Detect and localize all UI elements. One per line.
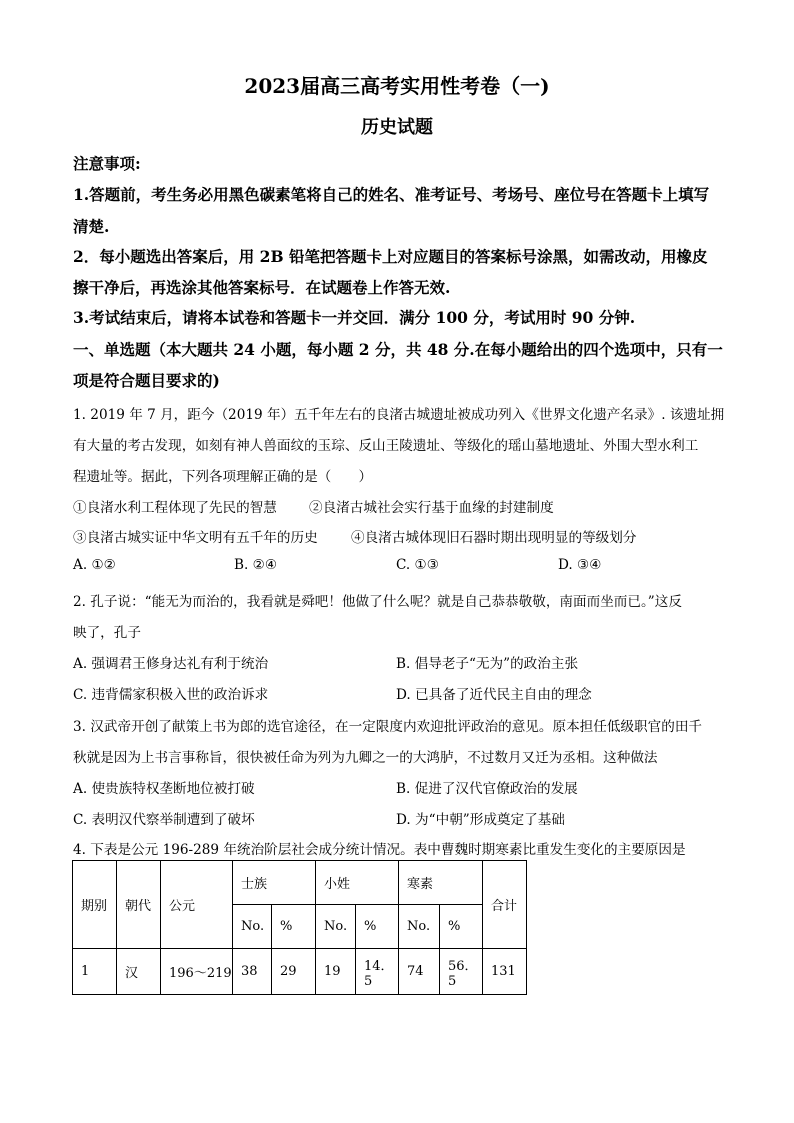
header-year: 公元 — [161, 861, 233, 949]
q1-stem-cont-1: 有大量的考古发现，如刻有神人兽面纹的玉琮、反山王陵遗址、等级化的瑶山墓地遗址、外围大型水利工 — [73, 438, 699, 454]
q2-option-b[interactable]: B. 倡导老子“无为”的政治主张 — [396, 656, 579, 672]
q1-statement-3: ③良渚古城实证中华文明有五千年的历史 — [73, 530, 318, 546]
social-composition-table — [72, 860, 527, 995]
header-total: 合计 — [483, 861, 527, 949]
subheader-pct: % — [356, 905, 399, 949]
notice-item-1-cont: 清楚. — [73, 217, 110, 236]
cell-total: 131 — [483, 949, 527, 995]
q1-option-a[interactable]: A. ①② — [73, 557, 116, 573]
notice-item-2-cont: 擦干净后，再选涂其他答案标号．在试题卷上作答无效. — [73, 278, 451, 297]
header-shizu: 士族 — [233, 861, 316, 905]
q1-statement-2: ②良渚古城社会实行基于血缘的封建制度 — [309, 500, 554, 516]
header-xiaoxing: 小姓 — [316, 861, 399, 905]
subheader-no: No. — [233, 905, 272, 949]
cell-hansu-no: 74 — [399, 949, 440, 995]
q3-option-a[interactable]: A. 使贵族特权垄断地位被打破 — [73, 781, 255, 797]
cell-period: 1 — [73, 949, 117, 995]
subheader-pct: % — [440, 905, 483, 949]
q3-option-d[interactable]: D. 为“中朝”形成奠定了基础 — [396, 812, 565, 828]
header-period: 期别 — [73, 861, 117, 949]
q3-stem: 3. 汉武帝开创了献策上书为郎的选官途径，在一定限度内欢迎批评政治的意见。原本担任低级职官的田千 — [73, 719, 703, 735]
q1-option-b[interactable]: B. ②④ — [234, 557, 278, 573]
q2-stem-cont: 映了，孔子 — [73, 625, 141, 641]
section-heading-cont: 项是符合题目要求的) — [73, 371, 220, 390]
subheader-pct: % — [272, 905, 316, 949]
q1-option-c[interactable]: C. ①③ — [396, 557, 439, 573]
cell-xiaoxing-no: 19 — [316, 949, 356, 995]
cell-shizu-pct: 29 — [272, 949, 316, 995]
q1-statement-1: ①良渚水利工程体现了先民的智慧 — [73, 500, 277, 516]
q3-option-c[interactable]: C. 表明汉代察举制遭到了破坏 — [73, 812, 255, 828]
cell-hansu-pct: 56．5 — [440, 949, 483, 995]
subheader-no: No. — [316, 905, 356, 949]
exam-subtitle: 历史试题 — [361, 117, 433, 138]
q1-statement-4: ④良渚古城体现旧石器时期出现明显的等级划分 — [351, 530, 637, 546]
q2-option-a[interactable]: A. 强调君王修身达礼有利于统治 — [73, 656, 269, 672]
q2-option-c[interactable]: C. 违背儒家积极入世的政治诉求 — [73, 687, 269, 703]
q2-option-d[interactable]: D. 已具备了近代民主自由的理念 — [396, 687, 592, 703]
q1-stem-cont-2: 程遗址等。据此，下列各项理解正确的是（ ） — [73, 469, 373, 485]
notice-item-3: 3.考试结束后，请将本试卷和答题卡一并交回．满分 100 分，考试用时 90 分钟. — [73, 308, 636, 327]
table-row — [73, 949, 527, 995]
q3-option-b[interactable]: B. 促进了汉代官僚政治的发展 — [396, 781, 578, 797]
cell-year: 196～219 — [161, 949, 233, 995]
cell-dynasty: 汉 — [117, 949, 161, 995]
q1-option-d[interactable]: D. ③④ — [558, 557, 602, 573]
q2-stem: 2. 孔子说：“能无为而治的，我看就是舜吧！他做了什么呢？就是自己恭恭敬敬，南面而坐而已。”这反 — [73, 594, 682, 610]
section-heading: 一、单选题（本大题共 24 小题，每小题 2 分，共 48 分.在每小题给出的四个选项中，只有一 — [73, 340, 723, 359]
q3-stem-cont: 秋就是因为上书言事称旨，很快被任命为列为九卿之一的大鸿胪，不过数月又迁为丞相。这种做法 — [73, 750, 658, 766]
subheader-no: No. — [399, 905, 440, 949]
header-dynasty: 朝代 — [117, 861, 161, 949]
notice-item-1: 1.答题前，考生务必用黑色碳素笔将自己的姓名、准考证号、考场号、座位号在答题卡上填写 — [73, 185, 710, 204]
notice-heading: 注意事项: — [73, 154, 141, 173]
notice-item-2: 2．每小题选出答案后，用 2B 铅笔把答题卡上对应题目的答案标号涂黑，如需改动，用橡皮 — [73, 247, 708, 266]
cell-shizu-no: 38 — [233, 949, 272, 995]
q4-stem: 4. 下表是公元 196-289 年统治阶层社会成分统计情况。表中曹魏时期寒素比重发生变化的主要原因是 — [73, 842, 686, 858]
q1-stem: 1. 2019 年 7 月，距今（2019 年）五千年左右的良渚古城遗址被成功列入《世界文化遗产名录》. 该遗址拥 — [73, 407, 725, 423]
exam-title: 2023届高三高考实用性考卷（一) — [244, 74, 550, 98]
header-hansu: 寒素 — [399, 861, 483, 905]
cell-xiaoxing-pct: 14．5 — [356, 949, 399, 995]
